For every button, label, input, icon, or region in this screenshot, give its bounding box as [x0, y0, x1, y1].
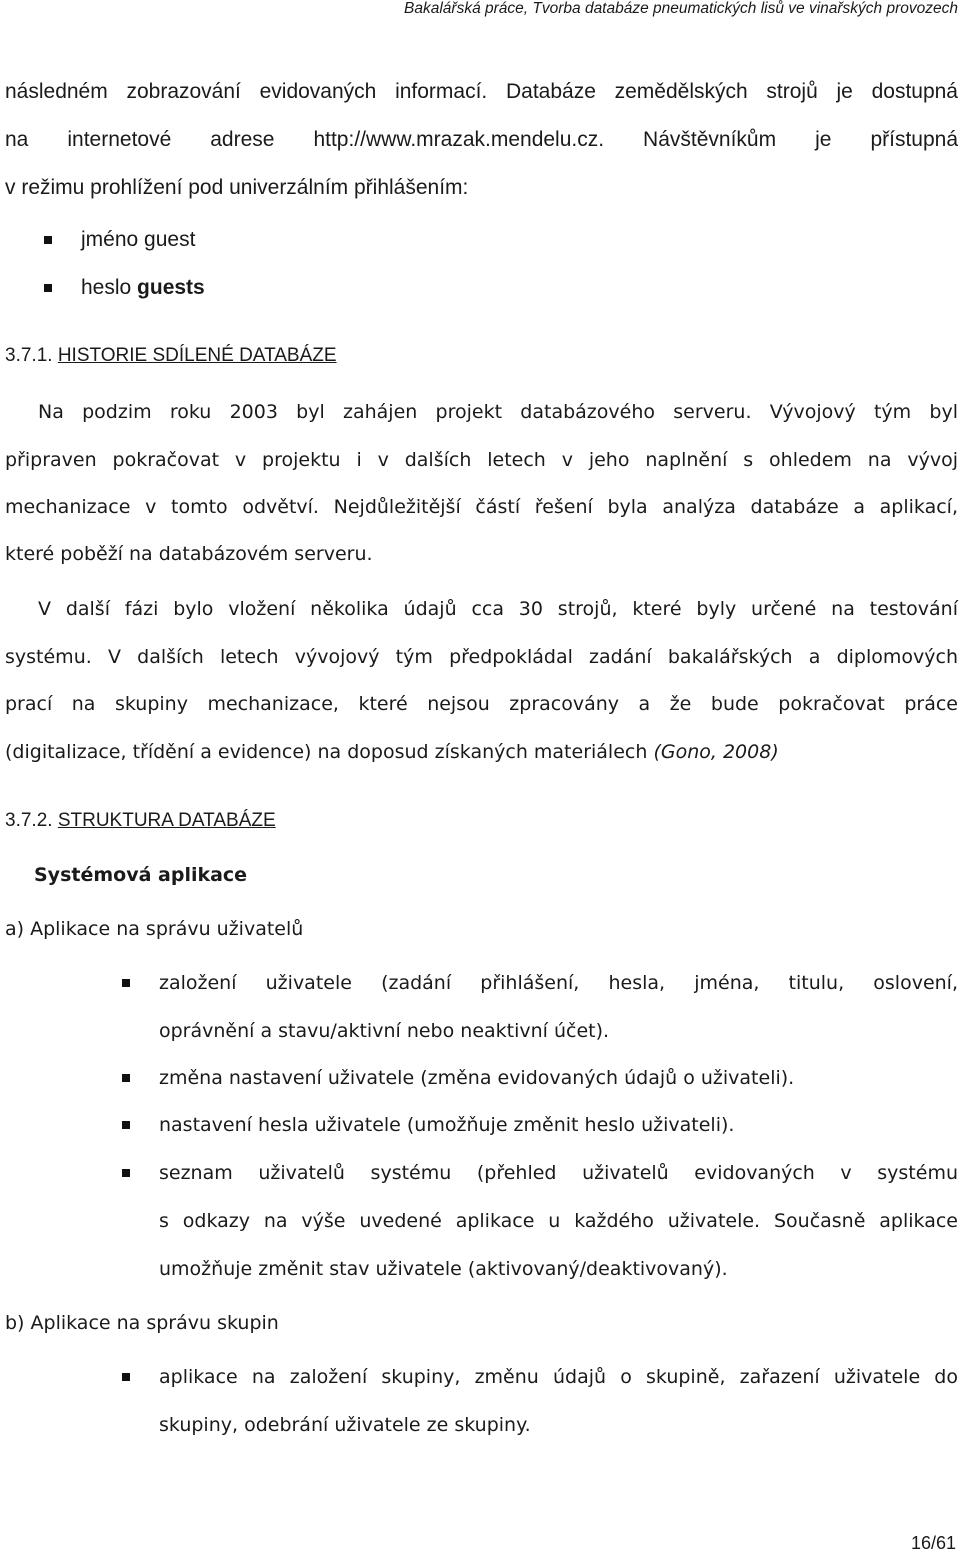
app-a-item-2: změna nastavení uživatele (změna evidovaných údajů o uživateli). [159, 1067, 795, 1089]
square-bullet-icon [122, 1074, 130, 1082]
app-a-item-4-line-3: umožňuje změnit stav uživatele (aktivovaný/deaktivovaný). [159, 1258, 728, 1280]
app-a-item-1-line-2: oprávnění a stavu/aktivní nebo neaktivní účet). [159, 1020, 610, 1042]
password-label: heslo [81, 276, 132, 299]
app-a-item-4-line-1: seznam uživatelů systému (přehled uživatelů evidovaných v systému [159, 1162, 958, 1184]
para1-line-4: které poběží na databázovém serveru. [5, 543, 373, 565]
section-title: STRUKTURA DATABÁZE [57, 810, 276, 831]
login-name: jméno guest [81, 228, 196, 251]
running-header: Bakalářská práce, Tvorba databáze pneumatických lisů ve vinařských provozech [404, 0, 958, 17]
square-bullet-icon [44, 236, 52, 244]
section-title: HISTORIE SDÍLENÉ DATABÁZE [57, 345, 337, 366]
square-bullet-icon [122, 979, 130, 987]
app-a-item-4-line-2: s odkazy na výše uvedené aplikace u každého uživatele. Současně aplikace [159, 1210, 958, 1232]
citation: (Gono, 2008) [653, 741, 779, 763]
section-heading-history [5, 343, 958, 369]
square-bullet-icon [122, 1169, 130, 1177]
system-app-heading: Systémová aplikace [34, 864, 248, 886]
password-value: guests [137, 276, 205, 299]
para1-line-3: mechanizace v tomto odvětví. Nejdůležitější částí řešení byla analýza databáze a aplikací, [5, 496, 958, 518]
app-b-item-1-line-1: aplikace na založení skupiny, změnu údajů o skupině, zařazení uživatele do [159, 1366, 958, 1388]
app-b-title: b) Aplikace na správu skupin [5, 1312, 279, 1334]
app-a-title: a) Aplikace na správu uživatelů [5, 918, 304, 940]
square-bullet-icon [122, 1373, 130, 1381]
app-a-item-1-line-1: založení uživatele (zadání přihlášení, hesla, jména, titulu, oslovení, [159, 972, 958, 994]
square-bullet-icon [44, 284, 52, 292]
app-b-item-1-line-2: skupiny, odebrání uživatele ze skupiny. [159, 1414, 531, 1436]
intro-line-2: na internetové adrese http://www.mrazak.mendelu.cz. Návštěvníkům je přístupná [5, 128, 958, 151]
intro-line-3: v režimu prohlížení pod univerzálním přihlášením: [5, 176, 469, 199]
para2-line-3: prací na skupiny mechanizace, které nejsou zpracovány a že bude pokračovat práce [5, 693, 958, 715]
app-a-item-3: nastavení hesla uživatele (umožňuje změnit heslo uživateli). [159, 1114, 735, 1136]
para2-line-1: V další fázi bylo vložení několika údajů cca 30 strojů, které byly určené na testování [38, 598, 958, 620]
para2-line-4-text: (digitalizace, třídění a evidence) na doposud získaných materiálech [5, 741, 648, 763]
section-number: 3.7.1. [5, 345, 53, 366]
section-number: 3.7.2. [5, 810, 53, 831]
para2-line-4 [5, 739, 958, 765]
para2-line-2: systému. V dalších letech vývojový tým předpokládal zadání bakalářských a diplomových [5, 646, 958, 668]
para1-line-1: Na podzim roku 2003 byl zahájen projekt databázového serveru. Vývojový tým byl [38, 401, 958, 423]
page-number: 16/61 [910, 1533, 956, 1553]
intro-line-1: následném zobrazování evidovaných informací. Databáze zemědělských strojů je dostupná [5, 80, 958, 103]
para1-line-2: připraven pokračovat v projektu i v dalších letech v jeho naplnění s ohledem na vývoj [5, 449, 958, 471]
section-heading-structure [5, 808, 958, 834]
login-password [81, 275, 205, 301]
square-bullet-icon [122, 1121, 130, 1129]
